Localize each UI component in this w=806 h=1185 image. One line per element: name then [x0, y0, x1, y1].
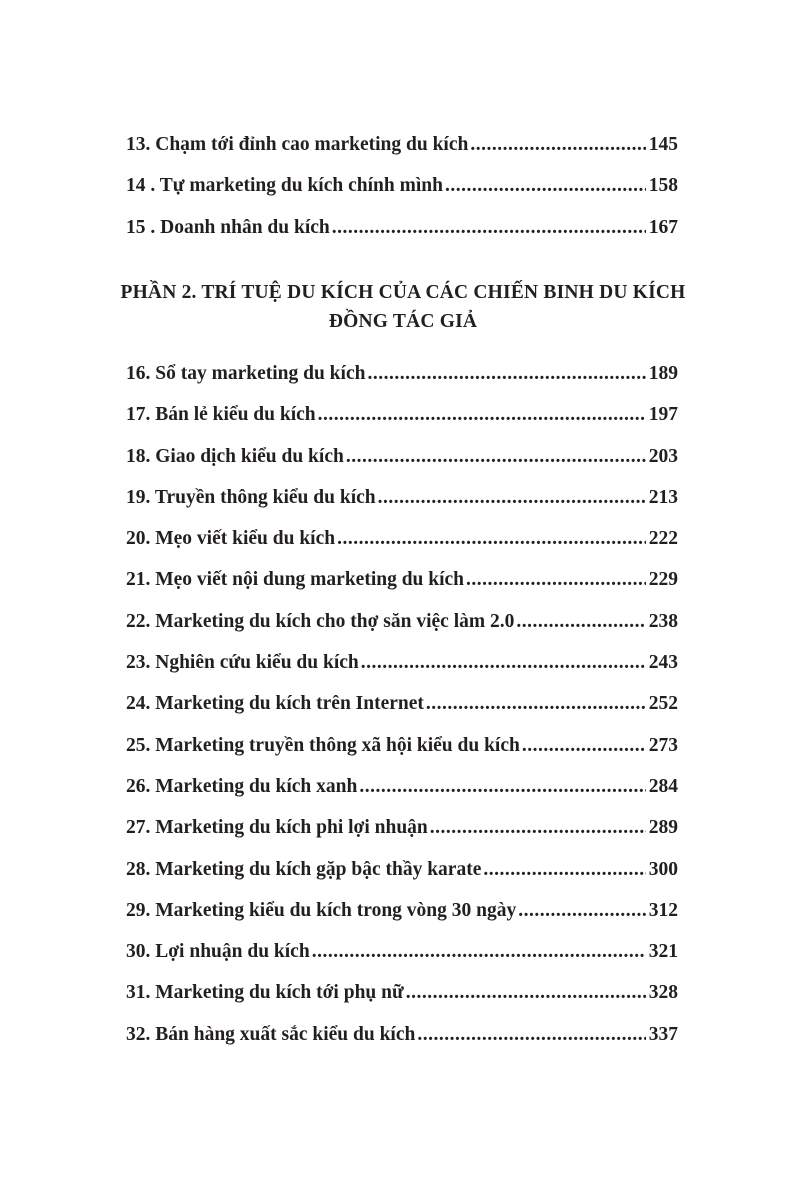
- dot-leader: [417, 1018, 645, 1052]
- toc-entry-title: 25. Marketing truyền thông xã hội kiểu du kích: [126, 734, 520, 756]
- toc-entry-page: 189: [648, 363, 678, 384]
- dot-leader: [518, 894, 646, 928]
- toc-entry-title: 20. Mẹo viết kiểu du kích: [126, 528, 336, 550]
- toc-entry-page: 243: [648, 652, 678, 674]
- toc-entry-page: 273: [648, 734, 678, 756]
- dot-leader: [470, 128, 645, 162]
- toc-entry: [126, 211, 678, 252]
- toc-entry: [126, 169, 678, 210]
- toc-entry-page: 252: [648, 693, 678, 715]
- dot-leader: [312, 935, 646, 969]
- toc-entry-title: 28. Marketing du kích gặp bậc thầy karate: [126, 858, 482, 880]
- dot-leader: [516, 605, 645, 639]
- toc-entry-title: 13. Chạm tới đỉnh cao marketing du kích: [126, 134, 469, 155]
- toc-entry: [126, 894, 678, 935]
- dot-leader: [346, 440, 646, 474]
- dot-leader: [318, 398, 646, 432]
- toc-entry: [126, 770, 678, 811]
- toc-list-part2: [126, 357, 678, 1059]
- toc-entry: [126, 440, 678, 481]
- toc-list-part1: [126, 128, 678, 252]
- toc-entry-title: 16. Sổ tay marketing du kích: [126, 363, 366, 384]
- toc-entry-page: 284: [648, 775, 678, 797]
- toc-entry: [126, 522, 678, 563]
- toc-entry-page: 312: [648, 899, 678, 921]
- toc-entry-page: 229: [648, 569, 678, 591]
- toc-entry-page: 213: [648, 486, 678, 508]
- toc-entry: [126, 853, 678, 894]
- toc-entry: [126, 481, 678, 522]
- toc-entry: [126, 357, 678, 398]
- dot-leader: [337, 522, 646, 556]
- toc-entry-title: 26. Marketing du kích xanh: [126, 775, 358, 797]
- toc-entry-page: 238: [648, 610, 678, 632]
- toc-entry: [126, 128, 678, 169]
- dot-leader: [359, 770, 645, 804]
- section-heading: PHẦN 2. TRÍ TUỆ DU KÍCH CỦA CÁC CHIẾN BINH DU KÍCH ĐỒNG TÁC GIẢ: [120, 282, 686, 332]
- dot-leader: [378, 481, 646, 515]
- toc-entry-page: 328: [648, 982, 678, 1004]
- toc-entry-title: 19. Truyền thông kiểu du kích: [126, 486, 376, 508]
- toc-entry-title: 24. Marketing du kích trên Internet: [126, 693, 424, 715]
- toc-entry-title: 14 . Tự marketing du kích chính mình: [126, 175, 443, 197]
- toc-entry: [126, 811, 678, 852]
- dot-leader: [332, 211, 646, 245]
- toc-entry: [126, 398, 678, 439]
- toc-entry-page: 145: [648, 134, 678, 155]
- toc-entry-title: 22. Marketing du kích cho thợ săn việc làm 2.0: [126, 610, 515, 632]
- toc-entry-title: 31. Marketing du kích tới phụ nữ: [126, 982, 404, 1004]
- toc-entry-page: 222: [648, 528, 678, 550]
- toc-entry: [126, 976, 678, 1017]
- toc-entry-title: 30. Lợi nhuận du kích: [126, 941, 310, 963]
- toc-entry-title: 23. Nghiên cứu kiểu du kích: [126, 652, 359, 674]
- toc-entry-title: 21. Mẹo viết nội dung marketing du kích: [126, 569, 465, 591]
- toc-entry: [126, 605, 678, 646]
- dot-leader: [406, 976, 646, 1010]
- toc-entry-title: 18. Giao dịch kiểu du kích: [126, 445, 344, 467]
- toc-entry-page: 197: [648, 404, 678, 426]
- toc-entry-page: 167: [648, 216, 678, 238]
- toc-entry-page: 321: [648, 941, 678, 963]
- toc-entry-title: 29. Marketing kiểu du kích trong vòng 30 ngày: [126, 899, 517, 921]
- toc-entry: [126, 1018, 678, 1059]
- toc-entry-page: 337: [648, 1023, 678, 1045]
- toc-entry: [126, 935, 678, 976]
- toc-entry: [126, 729, 678, 770]
- dot-leader: [445, 169, 646, 203]
- dot-leader: [466, 563, 646, 597]
- toc-entry-title: 32. Bán hàng xuất sắc kiểu du kích: [126, 1023, 416, 1045]
- toc-entry: [126, 646, 678, 687]
- dot-leader: [483, 853, 645, 887]
- toc-entry-page: 158: [648, 175, 678, 197]
- toc-entry-title: 27. Marketing du kích phi lợi nhuận: [126, 817, 428, 839]
- dot-leader: [430, 811, 646, 845]
- toc-entry-page: 203: [648, 445, 678, 467]
- toc-entry: [126, 687, 678, 728]
- dot-leader: [426, 687, 646, 721]
- dot-leader: [522, 729, 646, 763]
- toc-entry: [126, 563, 678, 604]
- toc-entry-title: 15 . Doanh nhân du kích: [126, 216, 330, 238]
- toc-entry-page: 300: [648, 858, 678, 880]
- dot-leader: [367, 357, 645, 391]
- toc-entry-title: 17. Bán lẻ kiểu du kích: [126, 404, 316, 426]
- toc-entry-page: 289: [648, 817, 678, 839]
- dot-leader: [361, 646, 646, 680]
